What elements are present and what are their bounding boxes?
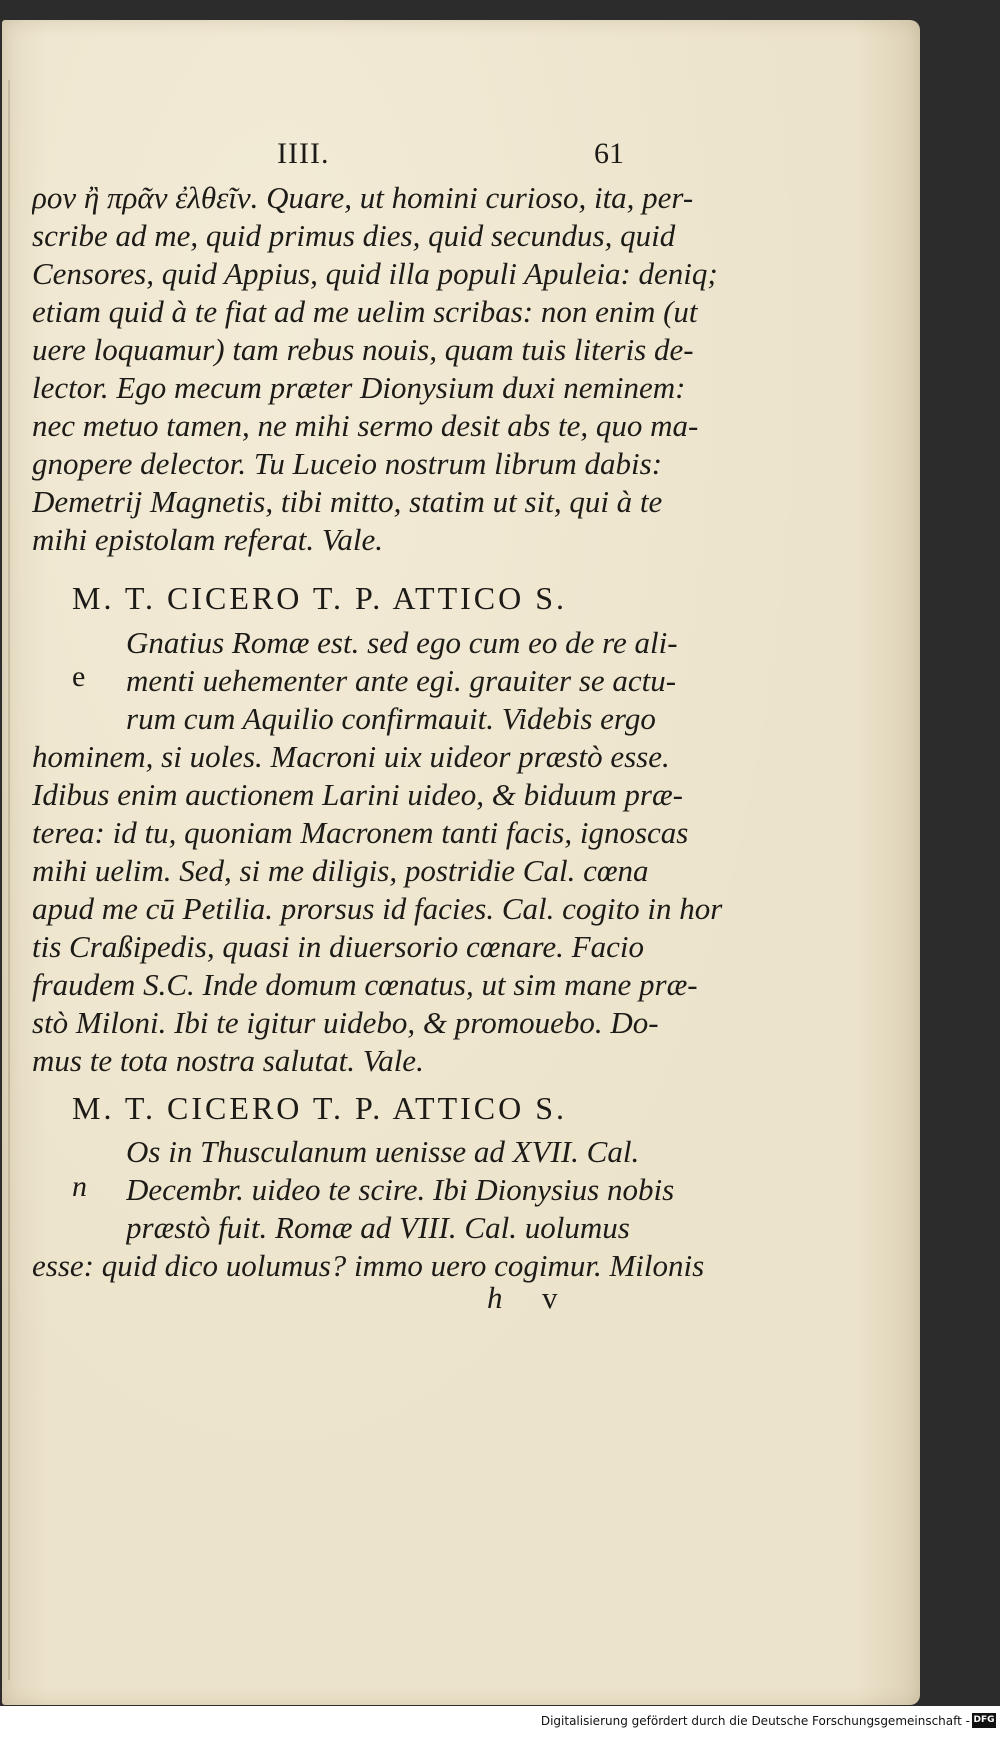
gutter-shadow [8, 80, 10, 1680]
text-line: ρον ἢ πρᾶν ἐλθεῖν. Quare, ut homini curioso, ita, per- [32, 180, 694, 215]
text-line: nec metuo tamen, ne mihi sermo desit abs te, quo ma- [32, 408, 699, 443]
text-line: Idibus enim auctionem Larini uideo, & biduum præ- [32, 777, 683, 812]
text-line: hominem, si uoles. Macroni uix uideor præstò esse. [32, 739, 670, 774]
text-line: mihi epistolam referat. Vale. [32, 522, 384, 557]
text-line: menti uehementer ante egi. grauiter se actu- [126, 663, 677, 698]
text-line: Gnatius Romæ est. sed ego cum eo de re ali- [126, 625, 678, 660]
marginal-signature: e [72, 660, 86, 693]
text-line: Os in Thusculanum uenisse ad XVII. Cal. [126, 1134, 640, 1169]
text-line: stò Miloni. Ibi te igitur uidebo, & promouebo. Do- [32, 1005, 659, 1040]
text-line: mihi uelim. Sed, si me diligis, postridie Cal. cœna [32, 853, 649, 888]
text-line: Decembr. uideo te scire. Ibi Dionysius nobis [126, 1172, 675, 1207]
footer-credit: Digitalisierung gefördert durch die Deutsche Forschungsgemeinschaft - [540, 1714, 970, 1728]
text-line: mus te tota nostra salutat. Vale. [32, 1043, 424, 1078]
dfg-logo: DFG [972, 1713, 996, 1728]
text-line: uere loquamur) tam rebus nouis, quam tuis literis de- [32, 332, 694, 367]
footer-bar [0, 1706, 1000, 1738]
text-line: rum cum Aquilio confirmauit. Videbis ergo [126, 701, 656, 736]
text-line: esse: quid dico uolumus? immo uero cogimur. Milonis [32, 1248, 705, 1283]
text-line: terea: id tu, quoniam Macronem tanti facis, ignoscas [32, 815, 689, 850]
marginal-signature: n [72, 1170, 87, 1203]
signature-mark: IIII. [277, 137, 330, 170]
running-header [2, 137, 920, 177]
text-line: gnopere delector. Tu Luceio nostrum librum dabis: [32, 446, 663, 481]
text-line: apud me cū Petilia. prorsus id facies. Cal. cogito in hor [32, 891, 723, 926]
text-line: scribe ad me, quid primus dies, quid secundus, quid [32, 218, 676, 253]
text-line: Censores, quid Appius, quid illa populi Apuleia: deniq; [32, 256, 718, 291]
letter-heading: M. T. CICERO T. P. ATTICO S. [72, 580, 568, 616]
letter-heading: M. T. CICERO T. P. ATTICO S. [72, 1090, 568, 1126]
text-line: etiam quid à te fiat ad me uelim scribas: non enim (ut [32, 294, 698, 329]
book-page [2, 20, 920, 1705]
text-line: lector. Ego mecum præter Dionysium duxi neminem: [32, 370, 686, 405]
text-line: præstò fuit. Romæ ad VIII. Cal. uolumus [126, 1210, 630, 1245]
signature-mark-bottom: h [487, 1280, 503, 1315]
catchword: v [542, 1280, 558, 1315]
page-number: 61 [594, 137, 624, 170]
text-line: Demetrij Magnetis, tibi mitto, statim ut sit, qui à te [32, 484, 663, 519]
text-line: tis Craßipedis, quasi in diuersorio cœnare. Facio [32, 929, 644, 964]
text-line: fraudem S.C. Inde domum cœnatus, ut sim mane præ- [32, 967, 698, 1002]
